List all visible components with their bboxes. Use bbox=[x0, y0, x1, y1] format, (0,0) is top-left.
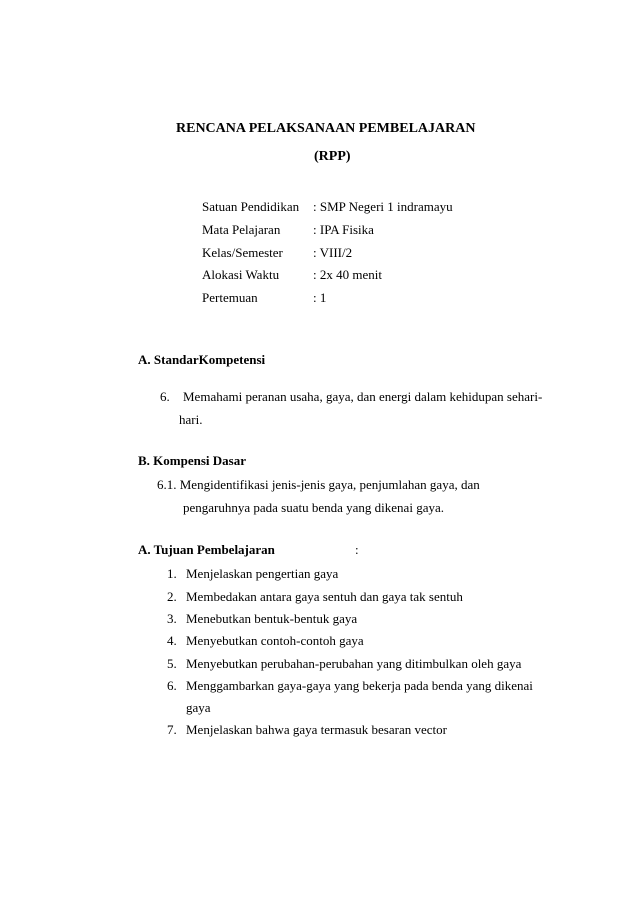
info-value: : IPA Fisika bbox=[313, 222, 374, 237]
list-item-text: Menggambarkan gaya-gaya yang bekerja pada benda yang dikenai bbox=[186, 678, 533, 693]
list-item-number: 2. bbox=[167, 589, 177, 604]
document-subtitle: (RPP) bbox=[314, 149, 351, 164]
list-item-text: Menyebutkan contoh-contoh gaya bbox=[186, 633, 364, 648]
list-item-text-continued: pengaruhnya pada suatu benda yang dikenai gaya. bbox=[183, 500, 444, 515]
section-heading-colon: : bbox=[355, 542, 359, 557]
list-item-number: 4. bbox=[167, 633, 177, 648]
section-heading-tujuan-pembelajaran: A. Tujuan Pembelajaran bbox=[138, 542, 275, 557]
info-value: : 2x 40 menit bbox=[313, 267, 382, 282]
list-item-number: 5. bbox=[167, 656, 177, 671]
list-item-text: Menebutkan bentuk-bentuk gaya bbox=[186, 611, 358, 626]
info-key: Mata Pelajaran bbox=[202, 222, 281, 237]
section-heading-standar-kompetensi: A. StandarKompetensi bbox=[138, 352, 266, 367]
list-item-number: 7. bbox=[167, 722, 177, 737]
info-value: : SMP Negeri 1 indramayu bbox=[313, 199, 453, 214]
document-title: RENCANA PELAKSANAAN PEMBELAJARAN bbox=[176, 121, 476, 136]
list-item-number: 3. bbox=[167, 611, 177, 626]
info-key: Pertemuan bbox=[202, 290, 258, 305]
list-item-text: 6.1. Mengidentifikasi jenis-jenis gaya, penjumlahan gaya, dan bbox=[157, 477, 480, 492]
list-item-text: Menjelaskan pengertian gaya bbox=[186, 566, 339, 581]
section-heading-kompetensi-dasar: B. Kompensi Dasar bbox=[138, 453, 246, 468]
list-item-number: 1. bbox=[167, 566, 177, 581]
info-key: Alokasi Waktu bbox=[202, 267, 280, 282]
info-value: : 1 bbox=[313, 290, 327, 305]
list-item-text: Menjelaskan bahwa gaya termasuk besaran vector bbox=[186, 722, 447, 737]
list-item-text: Menyebutkan perubahan-perubahan yang ditimbulkan oleh gaya bbox=[186, 656, 522, 671]
list-item-number: 6. bbox=[167, 678, 177, 693]
list-item-text-continued: hari. bbox=[179, 412, 203, 427]
list-item-text: Memahami peranan usaha, gaya, dan energi dalam kehidupan sehari- bbox=[183, 389, 543, 404]
list-item-number: 6. bbox=[160, 389, 170, 404]
info-key: Kelas/Semester bbox=[202, 245, 283, 260]
info-key: Satuan Pendidikan bbox=[202, 199, 300, 214]
list-item-text: Membedakan antara gaya sentuh dan gaya tak sentuh bbox=[186, 589, 463, 604]
list-item-text-continued: gaya bbox=[186, 700, 211, 715]
info-value: : VIII/2 bbox=[313, 245, 353, 260]
